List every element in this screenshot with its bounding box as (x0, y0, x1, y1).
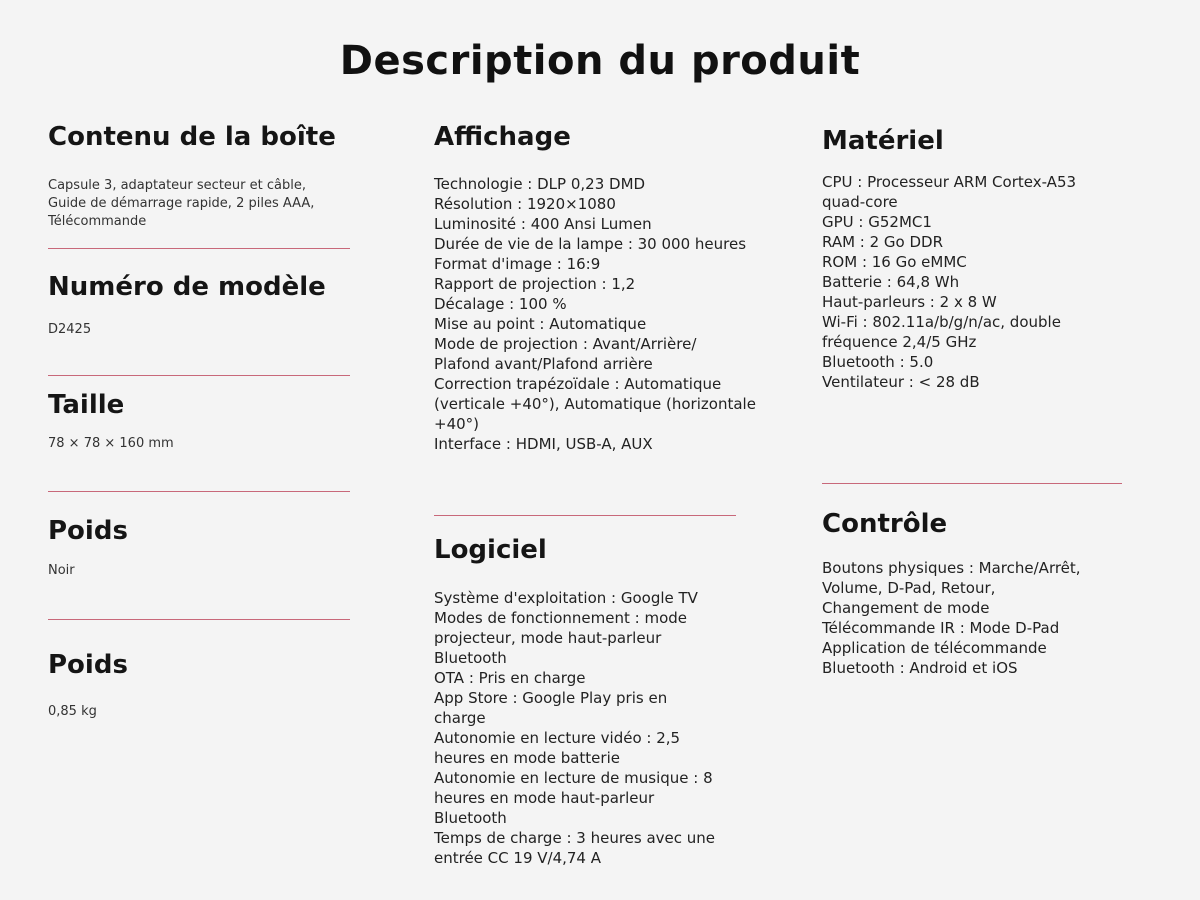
weight-value: 0,85 kg (48, 704, 97, 719)
spec-line: App Store : Google Play pris en (434, 689, 668, 707)
spec-line: CPU : Processeur ARM Cortex-A53 (822, 173, 1077, 191)
weight-heading: Poids (48, 650, 128, 680)
spec-line: Plafond avant/Plafond arrière (434, 355, 653, 373)
spec-line: Résolution : 1920×1080 (434, 195, 616, 213)
spec-line: Technologie : DLP 0,23 DMD (434, 175, 646, 193)
display-specs (434, 174, 756, 454)
spec-line: +40°) (434, 415, 480, 433)
software-heading: Logiciel (434, 535, 547, 565)
spec-line: Application de télécommande (822, 639, 1047, 657)
spec-line: Rapport de projection : 1,2 (434, 275, 636, 293)
spec-line: Système d'exploitation : Google TV (434, 589, 698, 607)
spec-line: Bluetooth : 5.0 (822, 353, 934, 371)
spec-line: Luminosité : 400 Ansi Lumen (434, 215, 652, 233)
box-contents-line: Capsule 3, adaptateur secteur et câble, (48, 178, 306, 193)
spec-line: Bluetooth (434, 809, 507, 827)
spec-line: Temps de charge : 3 heures avec une (434, 829, 716, 847)
color-heading: Poids (48, 516, 128, 546)
box-contents-line: Télécommande (48, 214, 147, 229)
spec-line: GPU : G52MC1 (822, 213, 932, 231)
model-number-value: D2425 (48, 322, 92, 337)
hardware-heading: Matériel (822, 126, 944, 156)
spec-line: heures en mode haut-parleur (434, 789, 655, 807)
divider (822, 483, 1122, 484)
spec-line: ROM : 16 Go eMMC (822, 253, 967, 271)
spec-line: Autonomie en lecture de musique : 8 (434, 769, 713, 787)
divider (434, 515, 736, 516)
spec-line: Haut-parleurs : 2 x 8 W (822, 293, 997, 311)
box-contents-heading: Contenu de la boîte (48, 122, 336, 152)
spec-line: (verticale +40°), Automatique (horizontale (434, 395, 756, 413)
spec-line: Bluetooth (434, 649, 507, 667)
spec-line: Batterie : 64,8 Wh (822, 273, 960, 291)
spec-line: Wi-Fi : 802.11a/b/g/n/ac, double (822, 313, 1061, 331)
display-heading: Affichage (434, 122, 571, 152)
color-value: Noir (48, 563, 75, 578)
model-number-heading: Numéro de modèle (48, 272, 326, 302)
spec-line: Correction trapézoïdale : Automatique (434, 375, 722, 393)
spec-line: Autonomie en lecture vidéo : 2,5 (434, 729, 681, 747)
spec-line: Volume, D-Pad, Retour, (822, 579, 996, 597)
spec-line: charge (434, 709, 486, 727)
spec-line: Interface : HDMI, USB-A, AUX (434, 435, 653, 453)
divider (48, 248, 350, 249)
box-contents-line: Guide de démarrage rapide, 2 piles AAA, (48, 196, 315, 211)
spec-line: Durée de vie de la lampe : 30 000 heures (434, 235, 747, 253)
spec-line: Ventilateur : < 28 dB (822, 373, 980, 391)
spec-line: projecteur, mode haut-parleur (434, 629, 662, 647)
spec-line: Changement de mode (822, 599, 990, 617)
page-title: Description du produit (339, 38, 861, 84)
spec-line: RAM : 2 Go DDR (822, 233, 944, 251)
spec-line: Bluetooth : Android et iOS (822, 659, 1018, 677)
control-specs (822, 558, 1081, 678)
spec-line: Mise au point : Automatique (434, 315, 647, 333)
box-contents-text (48, 177, 314, 231)
spec-line: Télécommande IR : Mode D-Pad (822, 619, 1060, 637)
size-value: 78 × 78 × 160 mm (48, 436, 174, 451)
software-specs (434, 588, 715, 868)
spec-line: Boutons physiques : Marche/Arrêt, (822, 559, 1081, 577)
spec-line: Format d'image : 16:9 (434, 255, 601, 273)
spec-line: heures en mode batterie (434, 749, 620, 767)
spec-line: Mode de projection : Avant/Arrière/ (434, 335, 697, 353)
spec-line: quad-core (822, 193, 898, 211)
spec-line: Décalage : 100 % (434, 295, 567, 313)
divider (48, 375, 350, 376)
control-heading: Contrôle (822, 509, 948, 539)
spec-line: fréquence 2,4/5 GHz (822, 333, 977, 351)
spec-line: OTA : Pris en charge (434, 669, 586, 687)
spec-line: Modes de fonctionnement : mode (434, 609, 688, 627)
spec-line: entrée CC 19 V/4,74 A (434, 849, 601, 867)
hardware-specs (822, 172, 1076, 392)
divider (48, 491, 350, 492)
size-heading: Taille (48, 390, 125, 420)
divider (48, 619, 350, 620)
